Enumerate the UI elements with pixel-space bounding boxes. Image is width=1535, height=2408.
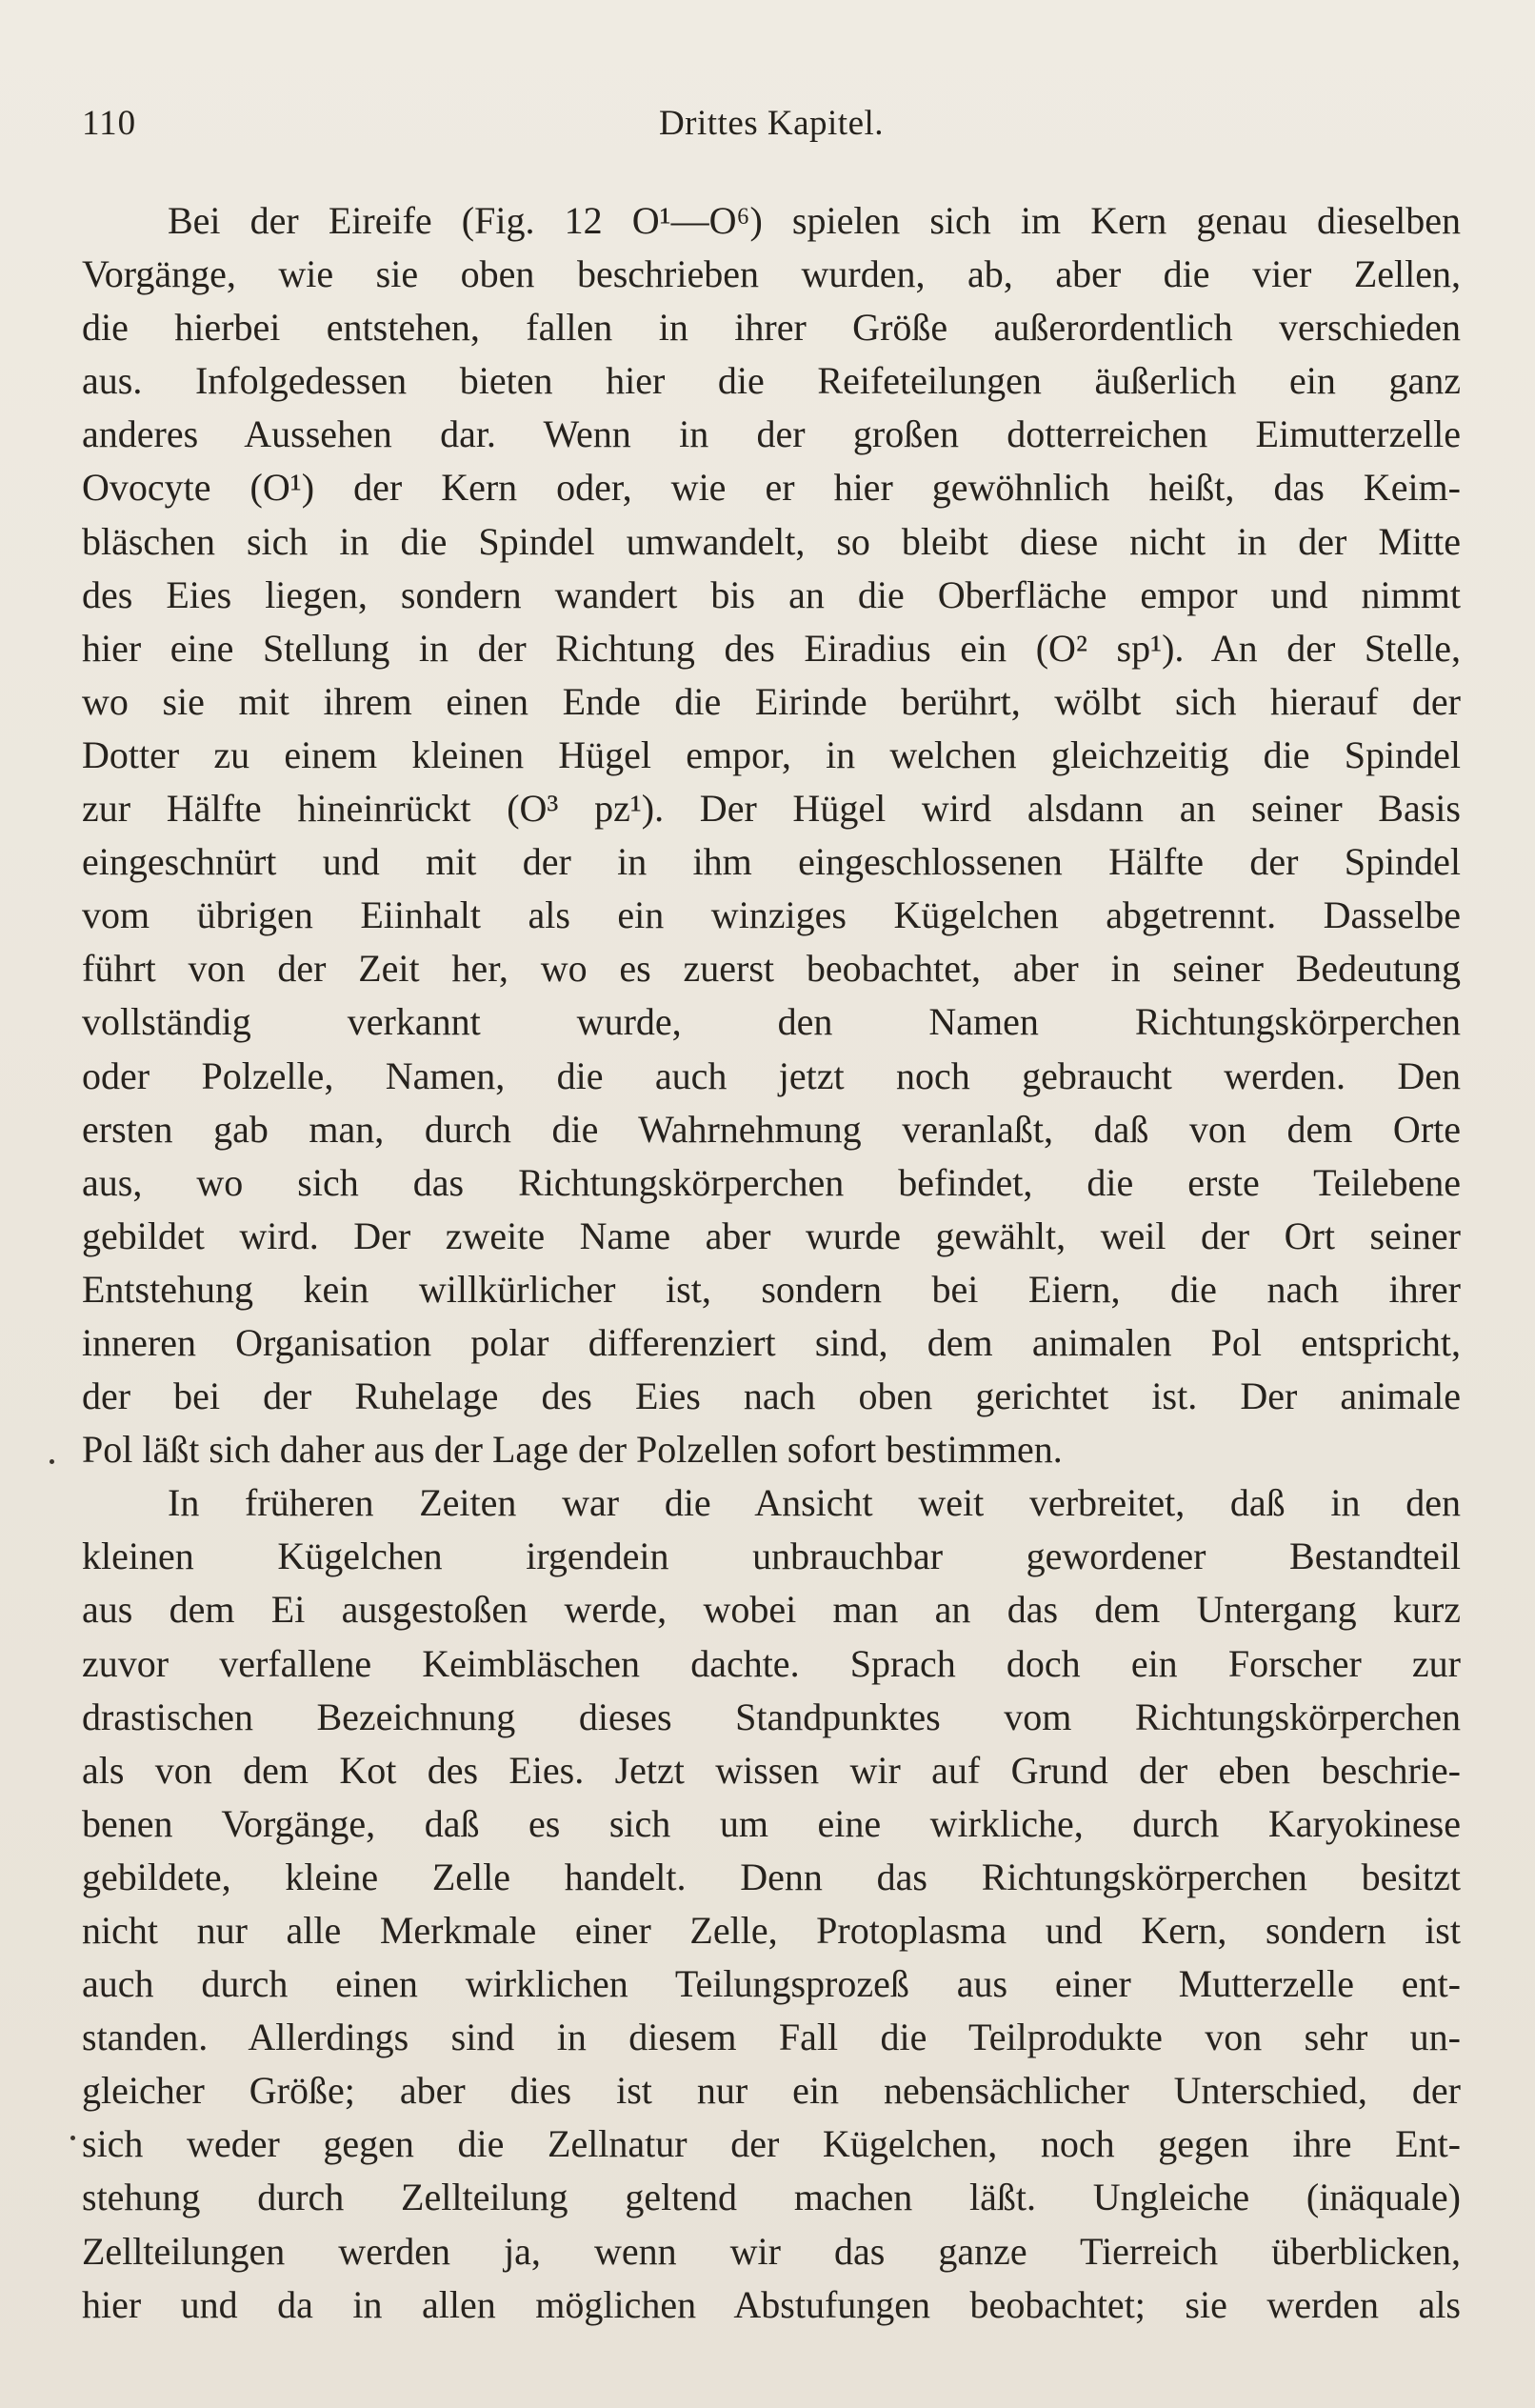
text-line: inneren Organisation polar differenziert sind, dem animalen Pol entspricht, <box>82 1320 1461 1364</box>
text-line: die hierbei entstehen, fallen in ihrer Größe außerordentlich verschieden <box>82 306 1461 350</box>
text-line: kleinen Kügelchen irgendein unbrauchbar gewordener Bestandteil <box>82 1535 1461 1578</box>
text-line: bläschen sich in die Spindel umwandelt, so bleibt diese nicht in der Mitte <box>82 519 1461 563</box>
running-title: Drittes Kapitel. <box>658 104 885 143</box>
page-number: 110 <box>82 104 137 143</box>
text-line: aus. Infolgedessen bieten hier die Reifeteilungen äußerlich ein ganz <box>82 359 1461 403</box>
text-line: stehung durch Zellteilung geltend machen läßt. Ungleiche (inäquale) <box>82 2176 1461 2219</box>
text-line: drastischen Bezeichnung dieses Standpunktes vom Richtungskörperchen <box>82 1695 1461 1738</box>
text-line: Dotter zu einem kleinen Hügel empor, in welchen gleichzeitig die Spindel <box>82 732 1461 776</box>
text-line: benen Vorgänge, daß es sich um eine wirkliche, durch Karyokinese <box>82 1801 1461 1845</box>
text-line: nicht nur alle Merkmale einer Zelle, Protoplasma und Kern, sondern ist <box>82 1909 1461 1952</box>
text-line: zur Hälfte hineinrückt (O³ pz¹). Der Hügel wird alsdann an seiner Basis <box>82 787 1461 831</box>
text-line: anderes Aussehen dar. Wenn in der großen dotterreichen Eimutterzelle <box>82 412 1461 456</box>
page-header <box>82 97 1461 150</box>
text-line: standen. Allerdings sind in diesem Fall die Teilprodukte von sehr un- <box>82 2016 1461 2059</box>
text-line: gebildete, kleine Zelle handelt. Denn das Richtungskörperchen besitzt <box>82 1855 1461 1898</box>
text-line: hier und da in allen möglichen Abstufungen beobachtet; sie werden als <box>82 2282 1461 2326</box>
text-line: hier eine Stellung in der Richtung des Eiradius ein (O² sp¹). An der Stelle, <box>82 626 1461 670</box>
text-line: Entstehung kein willkürlicher ist, sondern bei Eiern, die nach ihrer <box>82 1267 1461 1311</box>
text-line: führt von der Zeit her, wo es zuerst beobachtet, aber in seiner Bedeutung <box>82 947 1461 991</box>
print-speck <box>50 1459 54 1464</box>
text-line: als von dem Kot des Eies. Jetzt wissen wir auf Grund der eben beschrie- <box>82 1748 1461 1792</box>
text-line: der bei der Ruhelage des Eies nach oben gerichtet ist. Der animale <box>82 1375 1461 1418</box>
text-line: gleicher Größe; aber dies ist nur ein nebensächlicher Unterschied, der <box>82 2069 1461 2113</box>
text-line: gebildet wird. Der zweite Name aber wurde gewählt, weil der Ort seiner <box>82 1214 1461 1257</box>
text-line: vollständig verkannt wurde, den Namen Richtungskörperchen <box>82 1000 1461 1044</box>
text-line: Bei der Eireife (Fig. 12 O¹—O⁶) spielen sich im Kern genau dieselben <box>168 199 1461 242</box>
text-line: Ovocyte (O¹) der Kern oder, wie er hier gewöhnlich heißt, das Keim- <box>82 466 1461 510</box>
text-line: zuvor verfallene Keimbläschen dachte. Sprach doch ein Forscher zur <box>82 1641 1461 1685</box>
text-line: In früheren Zeiten war die Ansicht weit verbreitet, daß in den <box>168 1481 1461 1525</box>
body-text <box>82 194 1461 2332</box>
text-line: des Eies liegen, sondern wandert bis an die Oberfläche empor und nimmt <box>82 572 1461 616</box>
text-line: vom übrigen Eiinhalt als ein winziges Kügelchen abgetrennt. Dasselbe <box>82 893 1461 937</box>
text-line: eingeschnürt und mit der in ihm eingeschlossenen Hälfte der Spindel <box>82 840 1461 884</box>
text-line: aus, wo sich das Richtungskörperchen befindet, die erste Teilebene <box>82 1160 1461 1204</box>
text-line: sich weder gegen die Zellnatur der Kügelchen, noch gegen ihre Ent- <box>82 2122 1461 2166</box>
text-line: oder Polzelle, Namen, die auch jetzt noch gebraucht werden. Den <box>82 1054 1461 1097</box>
text-line: wo sie mit ihrem einen Ende die Eirinde berührt, wölbt sich hierauf der <box>82 679 1461 723</box>
text-line: auch durch einen wirklichen Teilungsprozeß aus einer Mutterzelle ent- <box>82 1962 1461 2006</box>
print-speck <box>70 2136 75 2140</box>
text-line: Pol läßt sich daher aus der Lage der Polzellen sofort bestimmen. <box>82 1428 1063 1472</box>
text-line: ersten gab man, durch die Wahrnehmung veranlaßt, daß von dem Orte <box>82 1107 1461 1151</box>
text-line: Zellteilungen werden ja, wenn wir das ganze Tierreich überblicken, <box>82 2229 1461 2273</box>
text-line: Vorgänge, wie sie oben beschrieben wurden, ab, aber die vier Zellen, <box>82 252 1461 296</box>
text-line: aus dem Ei ausgestoßen werde, wobei man an das dem Untergang kurz <box>82 1588 1461 1632</box>
